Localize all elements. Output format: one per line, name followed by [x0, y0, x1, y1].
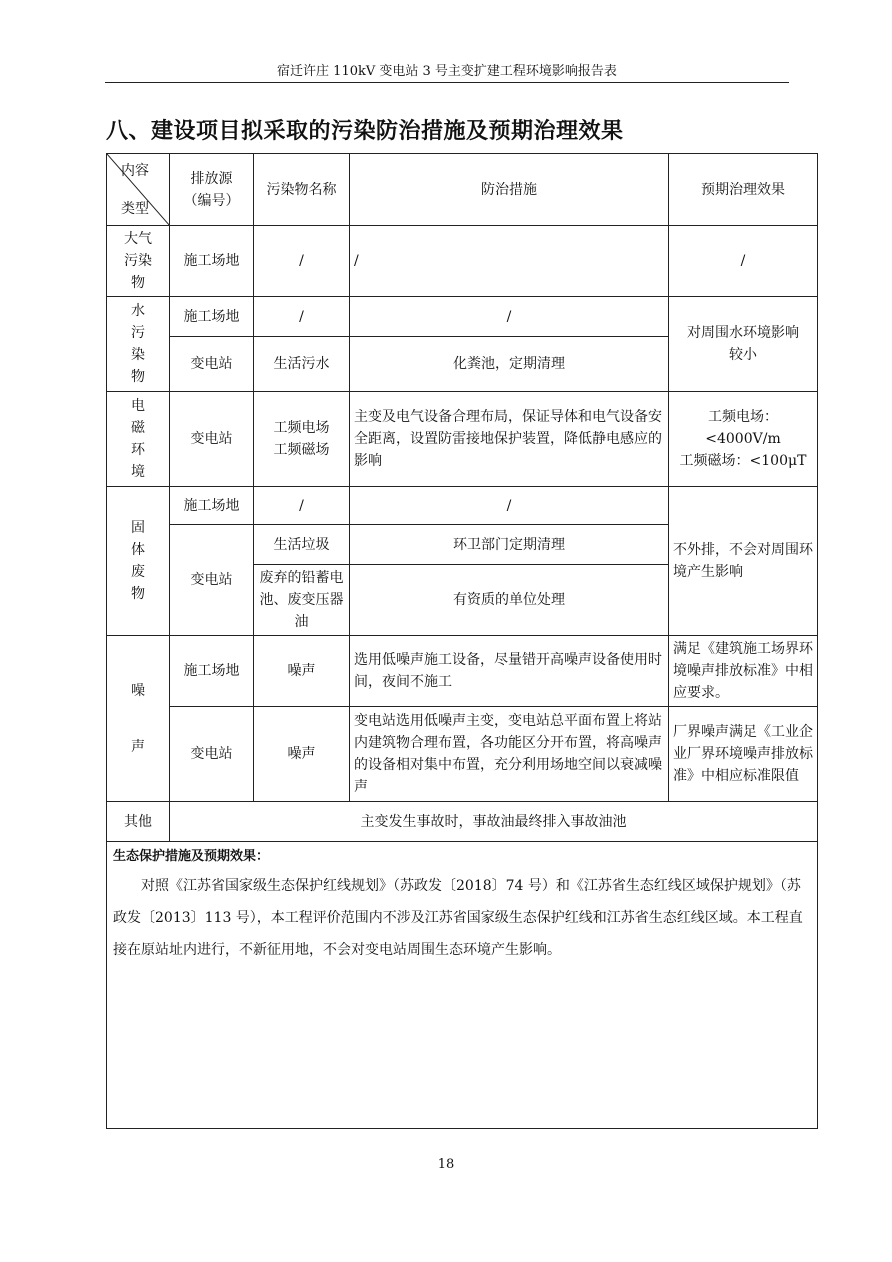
solid-measures-2: 环卫部门定期清理 — [350, 525, 669, 565]
em-measures: 主变及电气设备合理布局，保证导体和电气设备安全距离，设置防雷接地保护装置，降低静电感应的影响 — [350, 392, 669, 487]
noise-pollutant-2: 噪声 — [254, 707, 350, 802]
noise-measures-1: 选用低噪声施工设备，尽量错开高噪声设备使用时间，夜间不施工 — [350, 636, 669, 707]
solid-measures-3: 有资质的单位处理 — [350, 565, 669, 636]
water-pollutant-1: / — [254, 297, 350, 337]
solid-pollutant-2: 生活垃圾 — [254, 525, 350, 565]
air-measures: / — [350, 226, 669, 297]
eco-heading: 生态保护措施及预期效果： — [113, 849, 270, 864]
running-header: 宿迁许庄 110kV 变电站 3 号主变扩建工程环境影响报告表 — [277, 64, 617, 79]
noise-source-1: 施工场地 — [170, 636, 254, 707]
col-header-measures: 防治措施 — [350, 154, 669, 226]
eco-body: 对照《江苏省国家级生态保护红线规划》（苏政发〔2018〕74 号）和《江苏省生态红线区域保护规划》（苏政发〔2013〕113 号），本工程评价范围内不涉及江苏省国家级生态保护红线和江苏省生态红线区域。本工程直接在原站址内进行，不新征用地，不会对变电站周围生态环境产生影响。 — [113, 878, 803, 958]
solid-measures-1: / — [350, 487, 669, 525]
col-header-effect: 预期治理效果 — [669, 154, 818, 226]
section-title: 八、建设项目拟采取的污染防治措施及预期治理效果 — [106, 119, 624, 144]
col-header-pollutant: 污染物名称 — [254, 154, 350, 226]
type-solid: 固体废物 — [107, 487, 170, 636]
solid-pollutant-1: / — [254, 487, 350, 525]
pollution-control-table — [106, 153, 818, 1129]
em-source: 变电站 — [170, 392, 254, 487]
corner-header-type: 类型 — [121, 201, 149, 217]
type-water: 水污染物 — [107, 297, 170, 392]
other-content: 主变发生事故时，事故油最终排入事故油池 — [170, 802, 818, 842]
air-effect: / — [669, 226, 818, 297]
type-em: 电磁环境 — [107, 392, 170, 487]
noise-effect-2: 厂界噪声满足《工业企业厂界环境噪声排放标准》中相应标准限值 — [669, 707, 818, 802]
water-source-1: 施工场地 — [170, 297, 254, 337]
em-effect: 工频电场： <4000V/m 工频磁场：<100μT — [669, 392, 818, 487]
type-noise: 噪声 — [107, 636, 170, 802]
type-air: 大气污染物 — [107, 226, 170, 297]
water-effect: 对周围水环境影响较小 — [669, 297, 818, 392]
solid-source-2: 变电站 — [170, 525, 254, 636]
water-source-2: 变电站 — [170, 337, 254, 392]
col-header-source: 排放源 （编号） — [170, 154, 254, 226]
solid-pollutant-3: 废弃的铅蓄电池、废变压器油 — [254, 565, 350, 636]
water-measures-1: / — [350, 297, 669, 337]
water-pollutant-2: 生活污水 — [254, 337, 350, 392]
noise-source-2: 变电站 — [170, 707, 254, 802]
noise-measures-2: 变电站选用低噪声主变，变电站总平面布置上将站内建筑物合理布置，各功能区分开布置，将高噪声的设备相对集中布置，充分利用场地空间以衰减噪声 — [350, 707, 669, 802]
solid-effect: 不外排，不会对周围环境产生影响 — [669, 487, 818, 636]
em-pollutant: 工频电场 工频磁场 — [254, 392, 350, 487]
noise-effect-1: 满足《建筑施工场界环境噪声排放标准》中相应要求。 — [669, 636, 818, 707]
air-pollutant: / — [254, 226, 350, 297]
air-source: 施工场地 — [170, 226, 254, 297]
corner-header-cell — [107, 154, 170, 226]
type-other: 其他 — [107, 802, 170, 842]
solid-source-1: 施工场地 — [170, 487, 254, 525]
noise-pollutant-1: 噪声 — [254, 636, 350, 707]
water-measures-2: 化粪池，定期清理 — [350, 337, 669, 392]
page-number: 18 — [437, 1157, 455, 1172]
eco-protection-cell — [107, 842, 818, 1129]
header-rule — [105, 82, 789, 83]
corner-header-content: 内容 — [121, 163, 149, 179]
